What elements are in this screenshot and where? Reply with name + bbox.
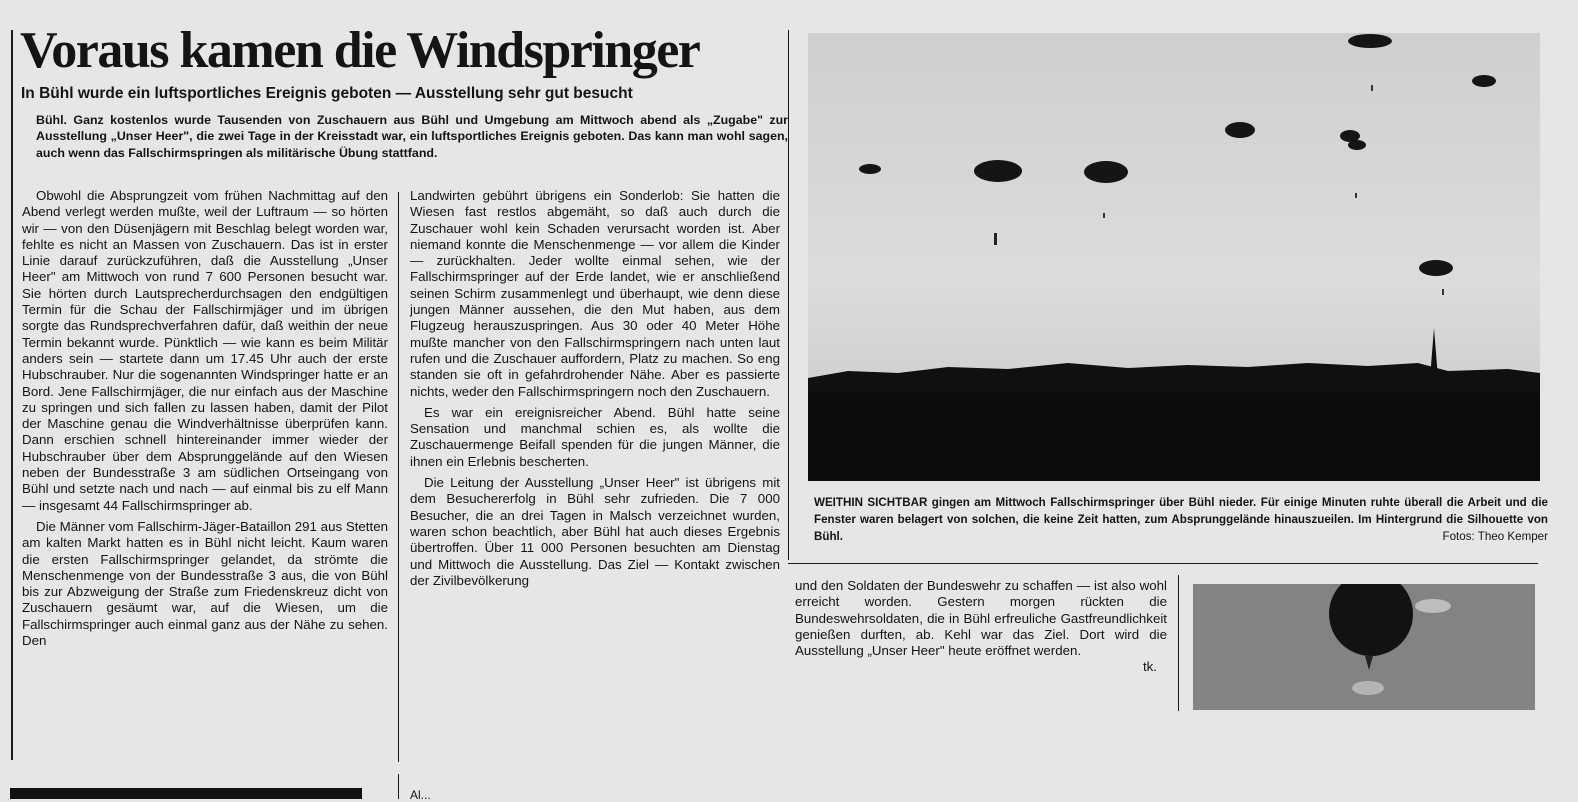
- article-column-1: [22, 188, 388, 649]
- author-initials: tk.: [1142, 659, 1157, 675]
- photo-credit: Fotos: Theo Kemper: [1442, 530, 1548, 543]
- parachute-detail-photo: [1193, 584, 1535, 710]
- parachutists-photo: [808, 33, 1540, 481]
- article-column-3: [795, 578, 1167, 676]
- photo-caption: [814, 494, 1548, 545]
- article-subhead: In Bühl wurde ein luftsportliches Ereignis geboten — Ausstellung sehr gut besucht: [21, 85, 633, 102]
- article-lead: Bühl. Ganz kostenlos wurde Tausenden von Zuschauern aus Bühl und Umgebung am Mittwoch abend als „Zugabe" zur Ausstellung „Unser Heer", die zwei Tage in der Kreisstadt war, ein luftsportliches Ereignis geboten. Das kann man wohl sagen, auch wenn das Fallschirmspringen als militärische Übung stattfand.: [36, 113, 788, 160]
- paragraph: Es war ein ereignisreicher Abend. Bühl hatte seine Sensation und manchmal schien es, als wollte die Zuschauermenge Beifall spenden für die jungen Männer, die ihnen ein Erlebnis bescherten.: [410, 404, 780, 469]
- left-border-rule: [11, 30, 13, 760]
- paragraph: und den Soldaten der Bundeswehr zu schaffen — ist also wohl erreicht worden. Gestern morgen rückten die Bundeswehrsoldaten, die in Bühl erfreuliche Gastfreundlichkeit genießen durften, ab. Kehl war das Ziel. Dort wird die Ausstellung „Unser Heer" heute eröffnet werden.: [795, 578, 1167, 659]
- column-rule-1: [398, 192, 399, 762]
- next-article-text: Al...: [410, 788, 431, 802]
- bottom-rule: [398, 774, 399, 799]
- paragraph: Die Leitung der Ausstellung „Unser Heer" ist übrigens mit dem Besuchererfolg in Bühl sehr zufrieden. Die 7 000 Besucher, die an drei Tagen in Malsch verzeichnet wurden, waren schon beachtlich, aber Bühl hat auch dieses Ergebnis übertroffen. Über 11 000 Personen besuchten am Dienstag und Mittwoch die Ausstellung. Das Ziel — Kontakt zwischen der Zivilbevölkerung: [410, 475, 780, 588]
- paragraph: Die Männer vom Fallschirm-Jäger-Bataillon 291 aus Stetten am kalten Markt hatten es in Bühl nicht leicht. Kaum waren die ersten Fallschirmspringer gelandet, da strömte die Menschenmenge von der Bundesstraße 3 aus, die von Bühl bis zur Abzweigung der Straße zum Friedenskreuz dicht von Zuschauern gesäumt war, auf die Wiesen, um die Fallschirmspringer auch einmal ganz aus der Nähe zu sehen. Den: [22, 518, 388, 649]
- paragraph: Landwirten gebührt übrigens ein Sonderlob: Sie hatten die Wiesen fast restlos abgemäht, so daß auch durch die Zuschauer wohl kein Schaden verursacht worden ist. Aber niemand konnte die Menschenmenge — vor allem die Kinder — zurückhalten. Jeder wollte einmal sehen, wie der Fallschirmspringer auf der Erde landet, wie er anschließend seinen Schirm zusammenlegt und überhaupt, wie denn diese jungen Männer aussehen, die den Mut haben, aus dem Flugzeug herauszuspringen. Aus 30 oder 40 Meter Höhe mußte mancher von den Fallschirmspringern nach unten laut rufen und die Zuschauer auffordern, Platz zu machen. So eng standen sie oft in gefahrdrohender Nähe. Aber es passierte nichts, weder den Fallschirmspringern noch den Zuschauern.: [410, 188, 780, 399]
- column-rule-3: [1178, 575, 1179, 711]
- article-column-2: [410, 188, 780, 589]
- headline-rule: [788, 30, 789, 560]
- paragraph: Obwohl die Absprungzeit vom frühen Nachmittag auf den Abend verlegt werden mußte, weil der Luftraum — so hörten wir — von den Düsenjägern mit Beschlag belegt worden war, fehlte es nicht an Massen von Zuschauern. Das ist in erster Linie darauf zurückzuführen, daß die Ausstellung „Unser Heer" am Mittwoch von rund 7 600 Personen besucht war. Sie hörten durch Lautsprecherdurchsagen den endgültigen Termin für die Schau der Fallschirmjäger und im übrigen sorgte das Rundsprechverfahren dafür, daß weithin der neue Termin bekannt wurde. Pünktlich — wie kann es beim Militär anders sein — startete dann um 17.45 Uhr auch der erste Hubschrauber. Nur die sogenannten Windspringer hatte er an Bord. Jene Fallschirmjäger, die nur einfach aus der Maschine zu springen und sich fallen zu lassen haben, damit der Pilot der Maschine genau die Windverhältnisse überprüfen kann. Dann erschien schnell hintereinander immer wieder der Hubschrauber über dem Absprunggelände auf den Wiesen neben der Bundesstraße 3 am südlichen Ortseingang von Bühl und setzte nach und nach — auf einmal bis zu elf Mann — insgesamt 44 Fallschirmspringer ab.: [22, 188, 388, 513]
- next-article-bar: [10, 788, 362, 799]
- caption-bottom-rule: [788, 563, 1538, 564]
- caption-text: WEITHIN SICHTBAR gingen am Mittwoch Fallschirmspringer über Bühl nieder. Für einige Minuten ruhte überall die Arbeit und die Fenster waren belagert von solchen, die keine Zeit hatten, zum Absprunggelände hinauszueilen. Im Hintergrund die Silhouette von Bühl.: [814, 496, 1548, 543]
- article-headline: Voraus kamen die Windspringer: [20, 22, 700, 79]
